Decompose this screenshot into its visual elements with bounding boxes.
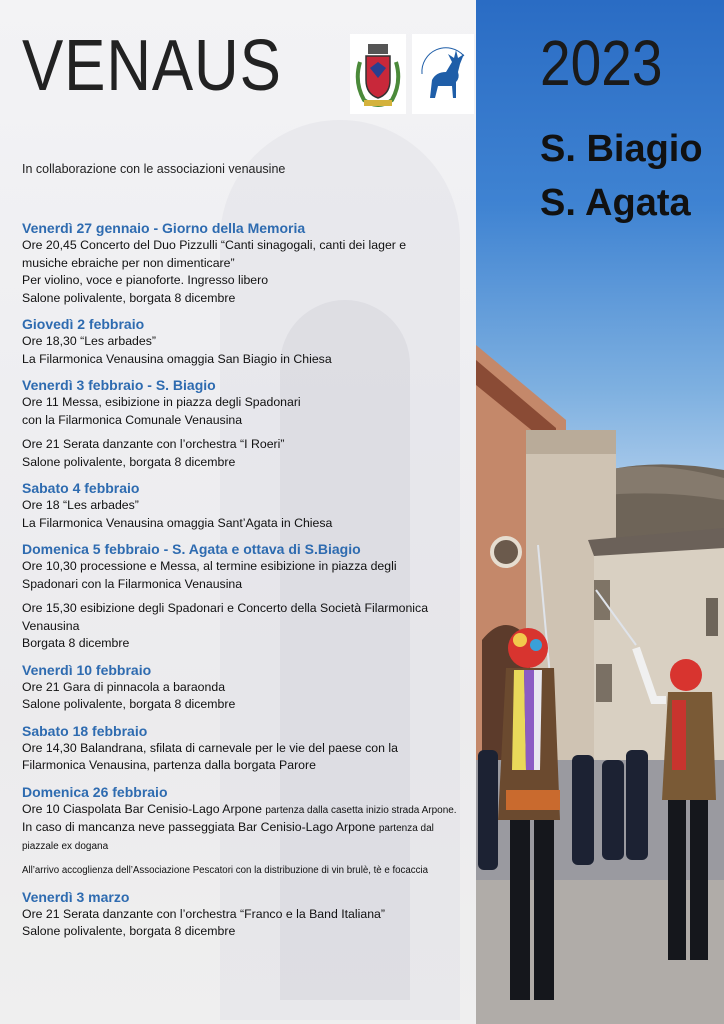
event-item xyxy=(22,540,472,653)
events-list xyxy=(22,219,472,949)
event-date: Venerdì 10 febbraio xyxy=(22,661,152,678)
event-date: Venerdì 27 gennaio - Giorno della Memoria xyxy=(22,220,306,236)
event-line: Ore 21 Gara di pinnacola a baraonda xyxy=(22,679,226,694)
event-line: Ore 18,30 “Les arbades” xyxy=(22,334,156,348)
event-item xyxy=(22,219,472,307)
event-date: Sabato 18 febbraio xyxy=(22,722,148,739)
event-line xyxy=(22,801,472,820)
event-date: Domenica 26 febbraio xyxy=(22,783,168,800)
event-line: Borgata 8 dicembre xyxy=(22,636,130,650)
event-line: Venausina xyxy=(22,618,80,633)
event-line-note: partenza dal xyxy=(378,823,434,834)
event-line: Salone polivalente, borgata 8 dicembre xyxy=(22,697,236,711)
collaboration-note: In collaborazione con le associazioni venausine xyxy=(22,162,286,176)
event-line xyxy=(22,819,472,838)
event-line: Ore 21 Serata danzante con l’orchestra “I Roeri” xyxy=(22,437,285,451)
event-line-note: All’arrivo accoglienza dell’Associazione Pescatori con la distribuzione di vin brulè, tè e focaccia xyxy=(22,865,429,876)
event-line-note: partenza dalla casetta inizio strada Arpone. xyxy=(265,804,457,816)
event-line: Ore 20,45 Concerto del Duo Pizzulli “Canti sinagogali, canti dei lager e xyxy=(22,238,407,252)
event-line: La Filarmonica Venausina omaggia San Biagio in Chiesa xyxy=(22,351,332,366)
event-line: con la Filarmonica Comunale Venausina xyxy=(22,412,243,427)
page-title: VENAUS xyxy=(22,26,282,106)
event-date: Venerdì 3 marzo xyxy=(22,888,130,905)
event-line: Ore 15,30 esibizione degli Spadonari e Concerto della Società Filarmonica xyxy=(22,601,429,615)
event-line: musiche ebraiche per non dimenticare” xyxy=(22,255,235,270)
pro-loco-logo xyxy=(412,34,474,114)
event-item xyxy=(22,315,472,368)
right-photo-panel xyxy=(476,0,724,1024)
event-line: Ore 11 Messa, esibizione in piazza degli Spadonari xyxy=(22,395,301,409)
event-line: Ore 10,30 processione e Messa, al termine esibizione in piazza degli xyxy=(22,559,397,573)
event-line: Salone polivalente, borgata 8 dicembre xyxy=(22,924,236,938)
event-line: Salone polivalente, borgata 8 dicembre xyxy=(22,454,236,469)
event-item xyxy=(22,376,472,471)
deer-icon xyxy=(412,34,474,114)
event-line: Spadonari con la Filarmonica Venausina xyxy=(22,576,243,591)
event-item xyxy=(22,479,472,532)
crest-icon xyxy=(350,34,406,114)
event-item xyxy=(22,888,472,941)
event-line: Ore 14,30 Balandrana, sfilata di carnevale per le vie del paese con la xyxy=(22,740,398,755)
event-line: Filarmonica Venausina, partenza dalla borgata Parore xyxy=(22,758,316,772)
event-year: 2023 xyxy=(540,27,663,99)
event-line: Per violino, voce e pianoforte. Ingresso libero xyxy=(22,273,269,287)
event-date: Venerdì 3 febbraio - S. Biagio xyxy=(22,377,216,393)
municipal-crest-logo xyxy=(350,34,406,114)
event-date: Sabato 4 febbraio xyxy=(22,480,140,496)
event-line: Ore 18 “Les arbades” xyxy=(22,498,139,512)
event-line-main: In caso di mancanza neve passeggiata Bar Cenisio-Lago Arpone xyxy=(22,820,376,834)
event-line: Ore 21 Serata danzante con l’orchestra “Franco e la Band Italiana” xyxy=(22,906,385,921)
event-item xyxy=(22,661,472,714)
saint-name-agata: S. Agata xyxy=(540,182,691,224)
event-date: Giovedì 2 febbraio xyxy=(22,316,145,332)
event-item xyxy=(22,783,472,880)
event-line: La Filarmonica Venausina omaggia Sant’Agata in Chiesa xyxy=(22,515,333,530)
saint-name-biagio: S. Biagio xyxy=(540,128,703,170)
event-line-main: Ore 10 Ciaspolata Bar Cenisio-Lago Arpone xyxy=(22,801,262,816)
event-item xyxy=(22,722,472,775)
event-line-note: piazzale ex dogana xyxy=(22,840,109,852)
event-line: Salone polivalente, borgata 8 dicembre xyxy=(22,290,236,305)
event-date: Domenica 5 febbraio - S. Agata e ottava di S.Biagio xyxy=(22,541,361,557)
